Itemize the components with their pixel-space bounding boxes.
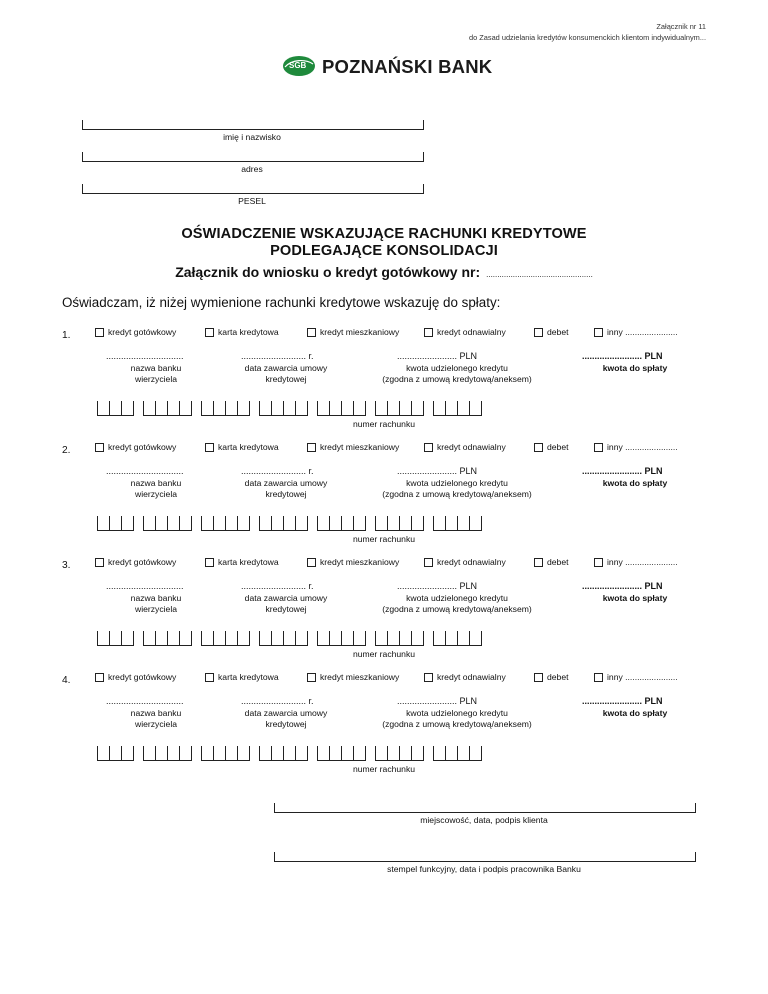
account-digit-box[interactable] [354,746,366,760]
account-digit-group[interactable] [433,401,482,416]
checkbox-icon[interactable] [594,673,603,682]
logo-badge-text: SGB [289,61,307,70]
account-digit-box[interactable] [342,401,354,415]
checkbox-icon[interactable] [307,558,316,567]
account-digit-box[interactable] [388,401,400,415]
account-digit-box[interactable] [458,401,470,415]
account-digit-box[interactable] [354,401,366,415]
checkbox-icon[interactable] [307,328,316,337]
account-digit-box[interactable] [110,631,122,645]
client-signature-label: miejscowość, data, podpis klienta [420,815,548,825]
account-digit-box[interactable] [388,516,400,530]
account-digit-group[interactable] [433,631,482,646]
account-digit-group[interactable] [143,401,192,416]
repayment-amount-label: kwota do spłaty [602,363,668,373]
account-digit-box[interactable] [226,746,238,760]
loan-amount-label: kwota udzielonego kredytu (zgodna z umową kredytową/aneksem) [382,363,532,384]
account-digit-box[interactable] [354,631,366,645]
account-digit-group[interactable] [97,401,134,416]
account-number-label: numer rachunku [352,534,416,544]
loan-amount-field[interactable]: ........................ PLN [397,466,478,476]
account-digit-box[interactable] [202,746,214,760]
checkbox-icon[interactable] [205,558,214,567]
account-digit-group[interactable] [201,746,250,761]
bank-name-field[interactable]: ............................... [106,581,184,591]
account-digit-box[interactable] [168,516,180,530]
account-digit-box[interactable] [144,516,156,530]
option-overdraft[interactable] [534,327,569,337]
account-digit-group[interactable] [433,516,482,531]
option-label: kredyt mieszkaniowy [320,672,400,682]
annex-number: Załącznik nr 11 [656,22,706,31]
account-digit-group[interactable] [201,401,250,416]
option-label: kredyt odnawialny [437,327,506,337]
account-digit-box[interactable] [412,631,424,645]
checkbox-icon[interactable] [205,328,214,337]
checkbox-icon[interactable] [534,443,543,452]
checkbox-icon[interactable] [205,673,214,682]
account-number-boxes[interactable] [97,401,491,416]
account-digit-group[interactable] [97,746,134,761]
account-digit-group[interactable] [143,631,192,646]
account-digit-box[interactable] [284,746,296,760]
option-label: kredyt odnawialny [437,672,506,682]
repayment-amount-field[interactable]: ........................ PLN [582,466,663,476]
option-label: karta kredytowa [218,557,279,567]
checkbox-icon[interactable] [95,443,104,452]
account-digit-group[interactable] [259,401,308,416]
section-number: 1. [62,330,71,341]
checkbox-icon[interactable] [534,558,543,567]
account-digit-box[interactable] [98,401,110,415]
account-number-boxes[interactable] [97,746,491,761]
option-mortgage[interactable] [307,672,399,682]
account-digit-group[interactable] [317,746,366,761]
account-digit-group[interactable] [259,631,308,646]
contract-date-label: data zawarcia umowy kredytowej [244,363,328,384]
annex-number-field[interactable]: ................................................ [486,270,593,279]
contract-date-field[interactable]: .......................... r. [241,351,314,361]
account-number-boxes[interactable] [97,516,491,531]
option-cash-loan[interactable] [95,327,176,337]
account-digit-box[interactable] [318,401,330,415]
account-digit-box[interactable] [342,746,354,760]
account-digit-box[interactable] [238,516,250,530]
option-label: inny ...................... [607,557,678,567]
document-title-line1: OŚWIADCZENIE WSKAZUJĄCE RACHUNKI KREDYTOWE [181,226,587,242]
annex-description: do Zasad udzielania kredytów konsumenckich klientom indywidualnym... [468,33,706,42]
account-digit-box[interactable] [388,631,400,645]
account-digit-box[interactable] [214,516,226,530]
account-digit-box[interactable] [458,516,470,530]
account-digit-box[interactable] [260,631,272,645]
account-digit-group[interactable] [143,746,192,761]
account-digit-box[interactable] [156,516,168,530]
bank-name-label: nazwa banku wierzyciela [130,708,182,729]
credit-section-2 [0,438,768,553]
checkbox-icon[interactable] [307,673,316,682]
option-other[interactable] [594,672,678,682]
account-digit-box[interactable] [296,631,308,645]
account-digit-box[interactable] [144,746,156,760]
checkbox-icon[interactable] [594,328,603,337]
account-digit-box[interactable] [470,516,482,530]
option-revolving-credit[interactable] [424,557,506,567]
account-digit-box[interactable] [296,401,308,415]
loan-amount-field[interactable]: ........................ PLN [397,696,478,706]
annex-label: Załącznik do wniosku o kredyt gotówkowy nr: [175,264,481,280]
option-label: debet [547,442,569,452]
account-digit-box[interactable] [122,631,134,645]
loan-amount-label: kwota udzielonego kredytu (zgodna z umową kredytową/aneksem) [382,478,532,499]
option-label: kredyt mieszkaniowy [320,442,400,452]
account-digit-box[interactable] [168,631,180,645]
account-digit-box[interactable] [226,631,238,645]
bank-name-label: nazwa banku wierzyciela [130,363,182,384]
account-digit-box[interactable] [260,401,272,415]
loan-amount-field[interactable]: ........................ PLN [397,351,478,361]
account-digit-box[interactable] [238,401,250,415]
account-digit-box[interactable] [434,516,446,530]
account-digit-box[interactable] [168,746,180,760]
account-number-label: numer rachunku [352,419,416,429]
account-digit-box[interactable] [458,746,470,760]
option-overdraft[interactable] [534,672,569,682]
account-digit-box[interactable] [412,401,424,415]
account-digit-box[interactable] [284,401,296,415]
account-digit-box[interactable] [260,516,272,530]
checkbox-icon[interactable] [95,673,104,682]
bank-name-field[interactable]: ............................... [106,351,184,361]
section-number: 3. [62,560,71,571]
pesel-field-line[interactable] [82,184,424,194]
option-mortgage[interactable] [307,442,399,452]
account-digit-box[interactable] [202,631,214,645]
account-digit-box[interactable] [354,516,366,530]
option-label: inny ...................... [607,442,678,452]
checkbox-icon[interactable] [594,443,603,452]
address-label: adres [241,164,263,174]
account-digit-box[interactable] [272,401,284,415]
option-other[interactable] [594,442,678,452]
checkbox-icon[interactable] [95,558,104,567]
option-overdraft[interactable] [534,442,569,452]
account-digit-box[interactable] [446,746,458,760]
option-label: kredyt mieszkaniowy [320,327,400,337]
name-field-line[interactable] [82,120,424,130]
option-label: kredyt gotówkowy [108,327,177,337]
annex-line [0,264,768,280]
account-digit-box[interactable] [238,631,250,645]
checkbox-icon[interactable] [424,328,433,337]
account-digit-box[interactable] [214,401,226,415]
account-digit-box[interactable] [98,631,110,645]
account-digit-box[interactable] [330,631,342,645]
option-label: debet [547,672,569,682]
checkbox-icon[interactable] [534,328,543,337]
bank-signature-line[interactable] [274,852,696,862]
option-label: kredyt gotówkowy [108,557,177,567]
loan-amount-label: kwota udzielonego kredytu (zgodna z umową kredytową/aneksem) [382,708,532,729]
account-digit-box[interactable] [400,746,412,760]
bank-name-field[interactable]: ............................... [106,466,184,476]
bank-name-label: nazwa banku wierzyciela [130,593,182,614]
account-digit-box[interactable] [342,516,354,530]
account-digit-box[interactable] [214,746,226,760]
contract-date-field[interactable]: .......................... r. [241,466,314,476]
account-digit-group[interactable] [375,516,424,531]
loan-amount-label: kwota udzielonego kredytu (zgodna z umową kredytową/aneksem) [382,593,532,614]
account-digit-box[interactable] [412,746,424,760]
account-digit-box[interactable] [122,746,134,760]
account-digit-box[interactable] [272,516,284,530]
section-number: 2. [62,445,71,456]
account-digit-box[interactable] [156,631,168,645]
account-digit-box[interactable] [260,746,272,760]
account-digit-group[interactable] [259,746,308,761]
account-digit-box[interactable] [330,746,342,760]
account-digit-box[interactable] [376,631,388,645]
option-label: karta kredytowa [218,442,279,452]
account-number-label: numer rachunku [352,764,416,774]
account-digit-box[interactable] [318,746,330,760]
option-label: karta kredytowa [218,672,279,682]
checkbox-icon[interactable] [534,673,543,682]
option-cash-loan[interactable] [95,557,176,567]
account-digit-box[interactable] [434,631,446,645]
account-digit-group[interactable] [375,631,424,646]
option-label: karta kredytowa [218,327,279,337]
option-label: debet [547,327,569,337]
account-digit-box[interactable] [156,746,168,760]
option-credit-card[interactable] [205,672,279,682]
bank-name-label: nazwa banku wierzyciela [130,478,182,499]
option-revolving-credit[interactable] [424,672,506,682]
account-digit-box[interactable] [98,746,110,760]
account-digit-group[interactable] [97,631,134,646]
section-number: 4. [62,675,71,686]
account-digit-box[interactable] [400,516,412,530]
option-label: kredyt odnawialny [437,442,506,452]
account-digit-group[interactable] [259,516,308,531]
checkbox-icon[interactable] [594,558,603,567]
account-number-boxes[interactable] [97,631,491,646]
option-label: kredyt gotówkowy [108,442,177,452]
option-label: kredyt gotówkowy [108,672,177,682]
option-credit-card[interactable] [205,327,279,337]
account-digit-box[interactable] [318,631,330,645]
repayment-amount-label: kwota do spłaty [602,593,668,603]
repayment-amount-field[interactable]: ........................ PLN [582,696,663,706]
account-digit-box[interactable] [98,516,110,530]
account-digit-box[interactable] [202,401,214,415]
account-digit-box[interactable] [400,631,412,645]
account-digit-group[interactable] [433,746,482,761]
client-signature-line[interactable] [274,803,696,813]
account-digit-box[interactable] [180,746,192,760]
repayment-amount-label: kwota do spłaty [602,478,668,488]
account-digit-box[interactable] [226,401,238,415]
repayment-amount-label: kwota do spłaty [602,708,668,718]
checkbox-icon[interactable] [424,673,433,682]
account-digit-box[interactable] [376,746,388,760]
account-digit-box[interactable] [470,746,482,760]
option-mortgage[interactable] [307,327,399,337]
account-digit-box[interactable] [202,516,214,530]
account-digit-box[interactable] [238,746,250,760]
contract-date-label: data zawarcia umowy kredytowej [244,708,328,729]
account-digit-box[interactable] [434,746,446,760]
account-digit-box[interactable] [330,401,342,415]
repayment-amount-field[interactable]: ........................ PLN [582,581,663,591]
account-digit-box[interactable] [458,631,470,645]
account-digit-box[interactable] [446,516,458,530]
account-digit-box[interactable] [400,401,412,415]
checkbox-icon[interactable] [424,443,433,452]
pesel-label: PESEL [238,196,266,206]
account-number-label: numer rachunku [352,649,416,659]
contract-date-field[interactable]: .......................... r. [241,581,314,591]
account-digit-box[interactable] [284,516,296,530]
account-digit-box[interactable] [342,631,354,645]
option-other[interactable] [594,557,678,567]
account-digit-box[interactable] [122,401,134,415]
option-label: debet [547,557,569,567]
account-digit-box[interactable] [376,516,388,530]
account-digit-box[interactable] [226,516,238,530]
bank-logo [282,55,492,77]
account-digit-box[interactable] [330,516,342,530]
account-digit-box[interactable] [214,631,226,645]
account-digit-box[interactable] [412,516,424,530]
account-digit-group[interactable] [317,401,366,416]
repayment-amount-field[interactable]: ........................ PLN [582,351,663,361]
account-digit-box[interactable] [296,516,308,530]
account-digit-group[interactable] [317,516,366,531]
account-digit-box[interactable] [144,631,156,645]
account-digit-box[interactable] [388,746,400,760]
option-revolving-credit[interactable] [424,327,506,337]
account-digit-group[interactable] [201,516,250,531]
checkbox-icon[interactable] [424,558,433,567]
account-digit-box[interactable] [470,401,482,415]
credit-section-3 [0,553,768,668]
account-digit-box[interactable] [284,631,296,645]
name-label: imię i nazwisko [223,132,281,142]
option-label: inny ...................... [607,327,678,337]
checkbox-icon[interactable] [205,443,214,452]
option-other[interactable] [594,327,678,337]
account-digit-box[interactable] [144,401,156,415]
account-digit-group[interactable] [375,746,424,761]
account-digit-group[interactable] [97,516,134,531]
checkbox-icon[interactable] [95,328,104,337]
account-digit-group[interactable] [201,631,250,646]
account-digit-box[interactable] [180,516,192,530]
contract-date-label: data zawarcia umowy kredytowej [244,593,328,614]
account-digit-group[interactable] [143,516,192,531]
account-digit-box[interactable] [168,401,180,415]
option-mortgage[interactable] [307,557,399,567]
account-digit-box[interactable] [180,631,192,645]
contract-date-field[interactable]: .......................... r. [241,696,314,706]
intro-statement: Oświadczam, iż niżej wymienione rachunki kredytowe wskazuję do spłaty: [62,295,501,310]
account-digit-box[interactable] [110,746,122,760]
option-credit-card[interactable] [205,442,279,452]
option-label: inny ...................... [607,672,678,682]
option-label: kredyt odnawialny [437,557,506,567]
document-title-line2: PODLEGAJĄCE KONSOLIDACJI [270,243,498,259]
address-field-line[interactable] [82,152,424,162]
option-overdraft[interactable] [534,557,569,567]
account-digit-box[interactable] [446,631,458,645]
option-cash-loan[interactable] [95,672,176,682]
bank-signature-label: stempel funkcyjny, data i podpis pracownika Banku [387,864,581,874]
account-digit-box[interactable] [180,401,192,415]
option-credit-card[interactable] [205,557,279,567]
account-digit-box[interactable] [272,746,284,760]
account-digit-box[interactable] [470,631,482,645]
logo-bank-name: POZNAŃSKI BANK [322,56,493,77]
option-revolving-credit[interactable] [424,442,506,452]
account-digit-box[interactable] [296,746,308,760]
account-digit-box[interactable] [156,401,168,415]
account-digit-box[interactable] [376,401,388,415]
account-digit-group[interactable] [375,401,424,416]
option-cash-loan[interactable] [95,442,176,452]
account-digit-group[interactable] [317,631,366,646]
credit-section-1 [0,323,768,438]
bank-name-field[interactable]: ............................... [106,696,184,706]
loan-amount-field[interactable]: ........................ PLN [397,581,478,591]
contract-date-label: data zawarcia umowy kredytowej [244,478,328,499]
account-digit-box[interactable] [110,516,122,530]
account-digit-box[interactable] [446,401,458,415]
credit-section-4 [0,668,768,783]
option-label: kredyt mieszkaniowy [320,557,400,567]
account-digit-box[interactable] [110,401,122,415]
account-digit-box[interactable] [318,516,330,530]
checkbox-icon[interactable] [307,443,316,452]
account-digit-box[interactable] [122,516,134,530]
account-digit-box[interactable] [272,631,284,645]
account-digit-box[interactable] [434,401,446,415]
